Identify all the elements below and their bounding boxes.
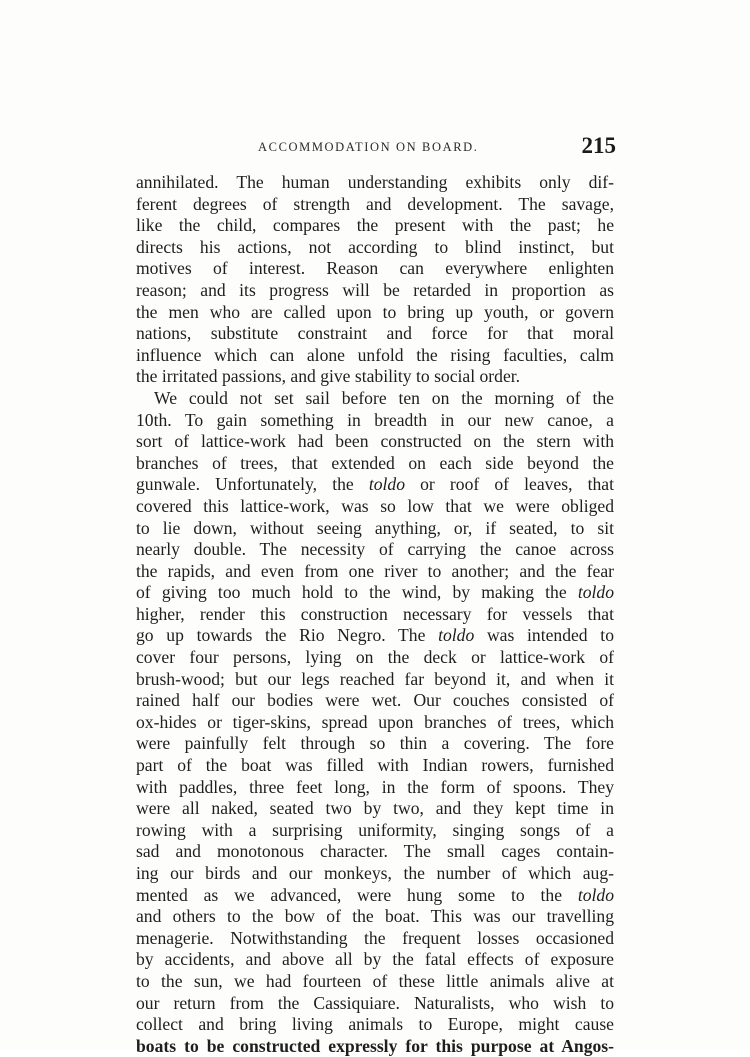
text-line: our return from the Cassiquiare. Naturalists, who wish to	[136, 992, 614, 1013]
text-line: brush-wood; but our legs reached far beyond it, and when it	[136, 668, 614, 689]
text-line	[136, 582, 614, 604]
text-line: were painfully felt through so thin a covering. The fore	[136, 733, 614, 754]
italic-term: toldo	[438, 625, 475, 646]
paragraph-start-line: We could not set sail before ten on the morning of the	[154, 387, 614, 408]
text-line: cover four persons, lying on the deck or lattice-work of	[136, 647, 614, 668]
text-line: ox-hides or tiger-skins, spread upon branches of trees, which	[136, 711, 614, 732]
text-line: like the child, compares the present with the past; he	[136, 215, 614, 236]
running-title: ACCOMMODATION ON BOARD.	[258, 140, 479, 154]
text-segment: was intended to	[474, 625, 614, 646]
text-line: ing our birds and our monkeys, the number of which aug-	[136, 863, 614, 883]
text-line: sort of lattice-work had been constructed on the stern with	[136, 431, 614, 452]
text-line: reason; and its progress will be retarded in proportion as	[136, 279, 614, 300]
text-line: nations, substitute constraint and force for that moral	[136, 323, 614, 344]
text-line: to the sun, we had fourteen of these little animals alive at	[136, 970, 614, 991]
text-segment: gunwale. Unfortunately, the	[136, 474, 369, 495]
text-line: sad and monotonous character. The small cages contain-	[136, 841, 614, 862]
text-line: menagerie. Notwithstanding the frequent losses occasioned	[136, 927, 614, 948]
text-line	[136, 625, 614, 647]
text-line: the rapids, and even from one river to another; and the fear	[136, 560, 614, 581]
text-segment: or roof of leaves, that	[405, 474, 614, 495]
running-head	[140, 133, 616, 160]
text-line: collect and bring living animals to Europe, might cause	[136, 1014, 614, 1035]
text-line: to lie down, without seeing anything, or, if seated, to sit	[136, 517, 614, 538]
text-line: covered this lattice-work, was so low that we were obliged	[136, 495, 614, 516]
text-line: 10th. To gain something in breadth in our new canoe, a	[136, 409, 614, 430]
text-segment: go up towards the Rio Negro. The	[136, 625, 439, 646]
text-segment: of giving too much hold to the wind, by making the	[136, 582, 578, 603]
text-line: annihilated. The human understanding exhibits only dif-	[136, 172, 614, 192]
italic-term: toldo	[577, 582, 614, 603]
text-line: ferent degrees of strength and development. The savage,	[136, 193, 614, 214]
text-line: part of the boat was filled with Indian rowers, furnished	[136, 755, 614, 776]
text-line: nearly double. The necessity of carrying the canoe across	[136, 539, 614, 560]
text-line: branches of trees, that extended on each side beyond the	[136, 452, 614, 473]
body-text	[136, 172, 614, 1057]
text-line: boats to be constructed expressly for this purpose at Angos-	[136, 1035, 614, 1056]
text-line: motives of interest. Reason can everywhere enlighten	[136, 258, 614, 279]
text-line: higher, render this construction necessary for vessels that	[136, 603, 614, 624]
text-line	[136, 885, 614, 907]
text-line	[136, 474, 614, 496]
text-line: rowing with a surprising uniformity, singing songs of a	[136, 819, 614, 840]
text-segment: mented as we advanced, were hung some to the	[136, 884, 578, 905]
text-line: by accidents, and above all by the fatal effects of exposure	[136, 949, 614, 970]
italic-term: toldo	[577, 884, 614, 905]
page-number: 215	[581, 133, 616, 158]
text-line: and others to the bow of the boat. This was our travelling	[136, 906, 614, 927]
text-line: rained half our bodies were wet. Our couches consisted of	[136, 690, 614, 711]
text-line: with paddles, three feet long, in the form of spoons. They	[136, 776, 614, 797]
italic-term: toldo	[368, 474, 405, 495]
text-line: the men who are called upon to bring up youth, or govern	[136, 301, 614, 322]
text-line: were all naked, seated two by two, and they kept time in	[136, 798, 614, 819]
paragraph-end-line: the irritated passions, and give stability to social order.	[136, 366, 521, 387]
text-line: influence which can alone unfold the rising faculties, calm	[136, 344, 614, 365]
text-line: directs his actions, not according to blind instinct, but	[136, 236, 614, 257]
